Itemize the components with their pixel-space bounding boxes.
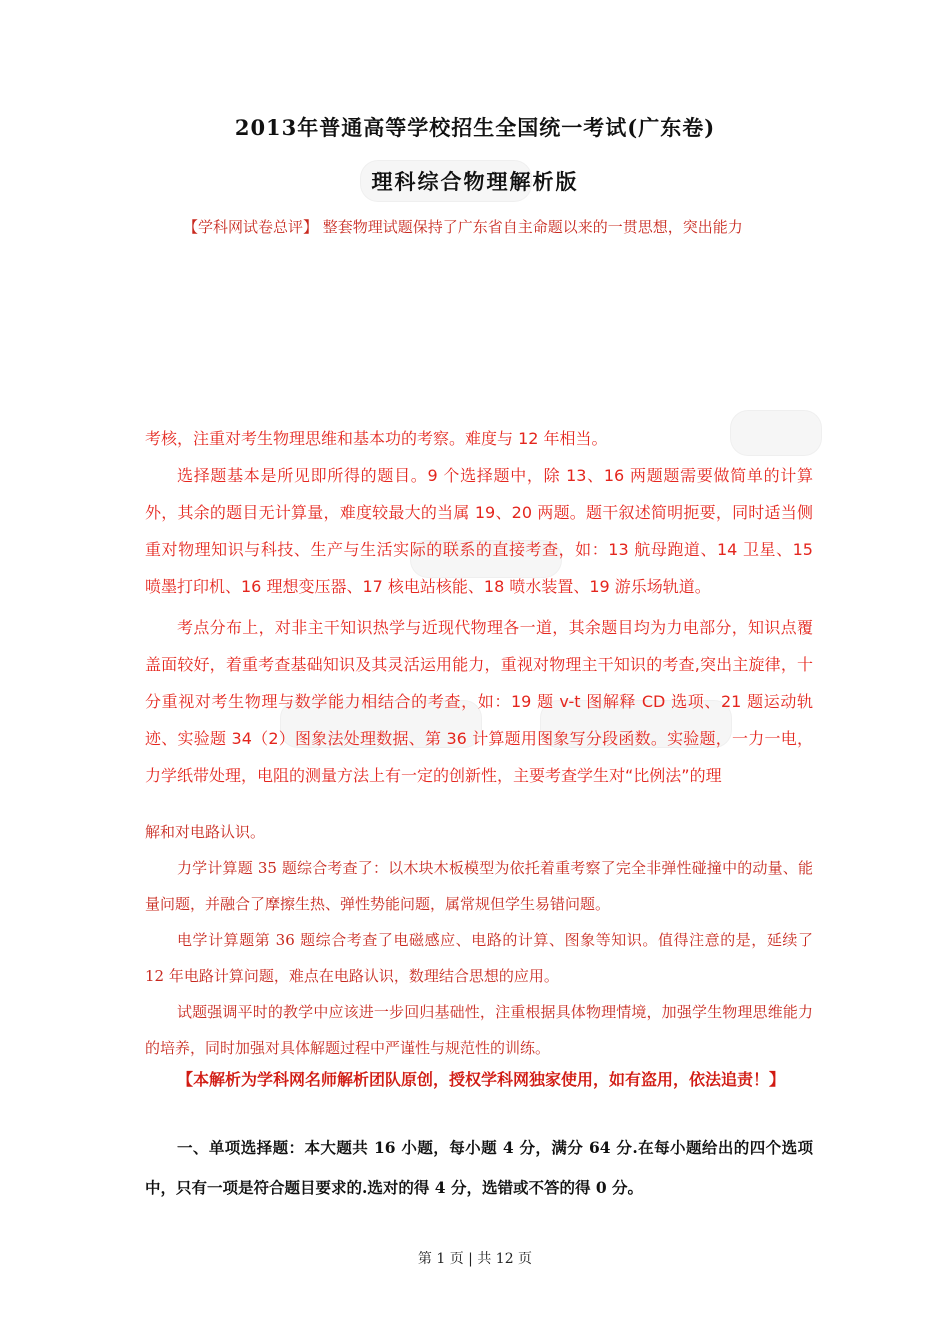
summary-label: 【学科网试卷总评】 xyxy=(183,218,319,236)
paragraph: 解和对电路认识。 xyxy=(145,823,266,841)
paragraph: 试题强调平时的教学中应该进一步回归基础性，注重根据具体物理情境，加强学生物理思维能力的培养，同时加强对具体解题过程中严谨性与规范性的训练。 xyxy=(145,1003,813,1057)
summary-line xyxy=(183,216,823,237)
paragraph: 选择题基本是所见即所得的题目。9 个选择题中，除 13、16 两题题需要做简单的计算外，其余的题目无计算量，难度较最大的当属 19、20 两题。题干叙述简明扼要，同时适当侧重对物理知识与科技、生产与生活实际的联系的直接考查，如：13 航母跑道、14 卫星、15 喷墨打印机、16 理想变压器、17 核电站核能、18 喷水装置、19 游乐场轨道。 xyxy=(145,466,813,596)
paragraph: 考核，注重对考生物理思维和基本功的考察。难度与 12 年相当。 xyxy=(145,429,608,448)
section-heading: 一、单项选择题：本大题共 16 小题，每小题 4 分，满分 64 分.在每小题给出的四个选项中，只有一项是符合题目要求的.选对的得 4 分，选错或不答的得 0 分。 xyxy=(145,1138,813,1197)
paragraph: 考点分布上，对非主干知识热学与近现代物理各一道，其余题目均为力电部分，知识点覆盖面较好，着重考查基础知识及其灵活运用能力，重视对物理主干知识的考查,突出主旋律，十分重视对考生物理与数学能力相结合的考查，如：19 题 v-t 图解释 CD 选项、21 题运动轨迹、实验题 34（2）图象法处理数据、第 36 计算题用图象写分段函数。实验题，一力一电，力学纸带处理，电阻的测量方法上有一定的创新性，主要考查学生对“比例法”的理 xyxy=(145,618,813,785)
text-paragraph-block xyxy=(145,814,813,1066)
paragraph: 电学计算题第 36 题综合考查了电磁感应、电路的计算、图象等知识。值得注意的是，延续了 12 年电路计算问题，难点在电路认识，数理结合思想的应用。 xyxy=(145,931,813,985)
raster-paragraph-block xyxy=(145,420,813,794)
copyright-notice: 【本解析为学科网名师解析团队原创，授权学科网独家使用，如有盗用，依法追责！】 xyxy=(177,1070,786,1089)
document-title: 2013年普通高等学校招生全国统一考试(广东卷) xyxy=(234,115,716,140)
document-subtitle: 理科综合物理解析版 xyxy=(371,169,579,194)
page-footer: 第 1 页 | 共 12 页 xyxy=(417,1251,533,1267)
summary-text: 整套物理试题保持了广东省自主命题以来的一贯思想，突出能力 xyxy=(322,218,743,236)
paragraph: 力学计算题 35 题综合考查了：以木块木板模型为依托着重考察了完全非弹性碰撞中的动量、能量问题，并融合了摩擦生热、弹性势能问题，属常规但学生易错问题。 xyxy=(145,859,813,913)
